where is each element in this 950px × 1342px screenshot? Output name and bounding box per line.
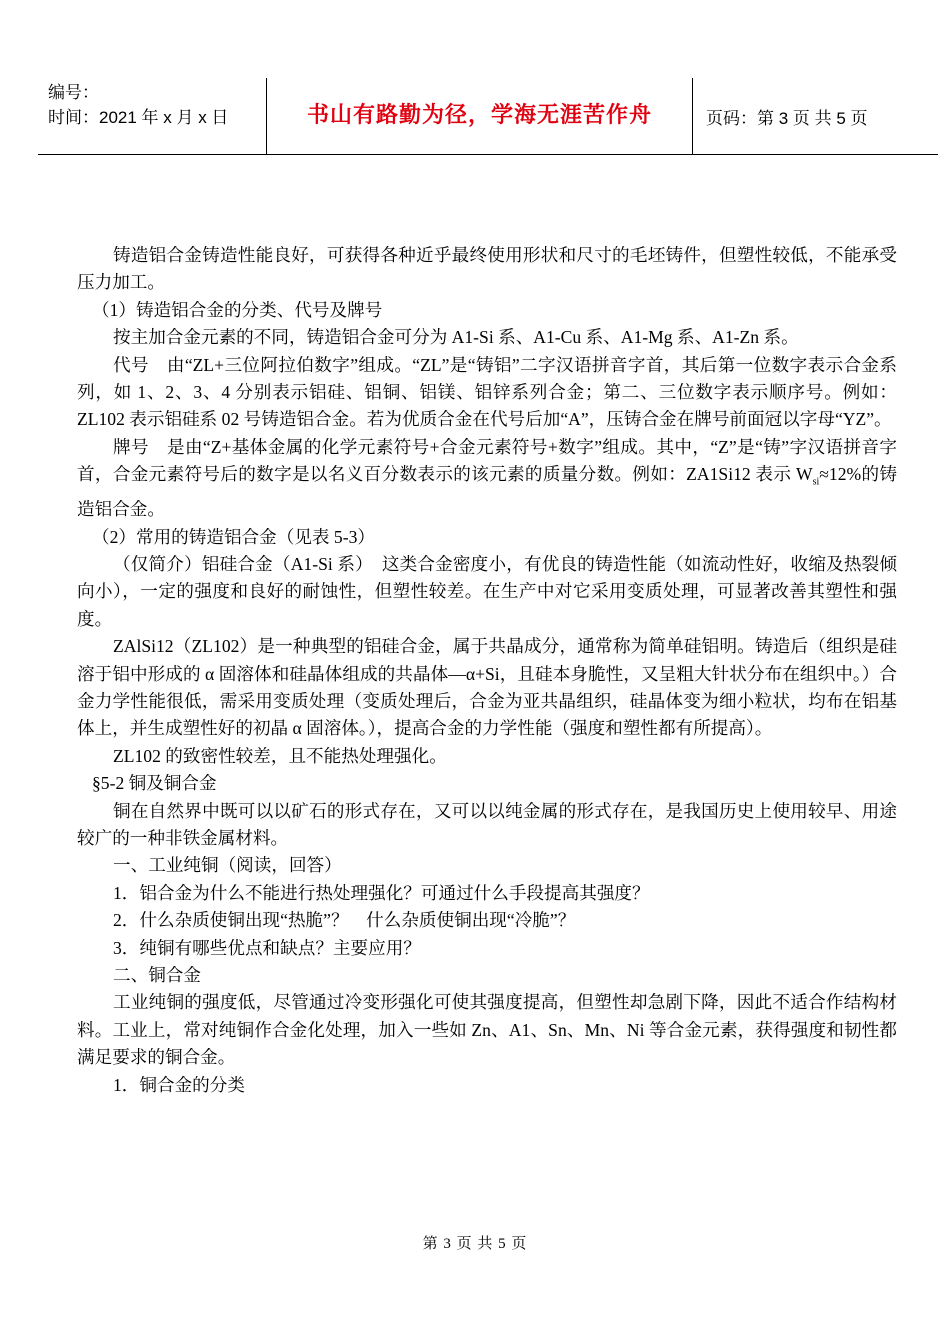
- subheading-classification: （1）铸造铝合金的分类、代号及牌号: [92, 299, 383, 320]
- document-body: [77, 242, 897, 1099]
- page-footer: 第 3 页 共 5 页: [422, 1236, 528, 1252]
- subheading-alloy-classification: 1．铜合金的分类: [113, 1074, 245, 1095]
- section-heading-copper: §5-2 铜及铜合金: [92, 773, 217, 794]
- doc-number-label: 编号：: [48, 83, 99, 102]
- header-divider-right: [692, 78, 693, 154]
- paragraph-zl102-density: ZL102 的致密性较差，且不能热处理强化。: [113, 745, 447, 766]
- question-2: 2．什么杂质使铜出现“热脆”？ 什么杂质使铜出现“冷脆”？: [113, 910, 576, 931]
- paragraph-code: 代号 由“ZL+三位阿拉伯数字”组成。“ZL”是“铸铝”二字汉语拼音字首，其后第一位数字表示合金系列，如 1、2、3、4 分别表示铝硅、铝铜、铝镁、铝锌系列合金；第二、三位数字表示顺序号。例如：ZL102 表示铝硅系 02 号铸造铝合金。若为优质合金在代号后加“A”，压铸合金在牌号前面冠以字母“YZ”。: [77, 354, 897, 430]
- question-3: 3．纯铜有哪些优点和缺点？主要应用？: [113, 937, 421, 958]
- grade-text-a: 牌号 是由“Z+基体金属的化学元素符号+合金元素符号+数字”组成。其中，“Z”是“铸”字汉语拼音字首，合金元素符号后的数字是以名义百分数表示的该元素的质量分数。例如：ZA1Si12 表示 W: [77, 436, 897, 485]
- question-1: 1．铝合金为什么不能进行热处理强化？可通过什么手段提高其强度？: [113, 882, 650, 903]
- paragraph-intro: 铸造铝合金铸造性能良好，可获得各种近乎最终使用形状和尺寸的毛坯铸件，但塑性较低，不能承受压力加工。: [77, 245, 897, 293]
- paragraph-copper-intro: 铜在自然界中既可以以矿石的形式存在，又可以以纯金属的形式存在，是我国历史上使用较早、用途较广的一种非铁金属材料。: [77, 800, 897, 849]
- subheading-pure-copper: 一、工业纯铜（阅读，回答）: [113, 855, 342, 876]
- header-meta: [48, 80, 268, 130]
- paragraph-zl102: ZAlSi12（ZL102）是一种典型的铝硅合金，属于共晶成分，通常称为简单硅铝明。铸造后（组织是硅溶于铝中形成的 α 固溶体和硅晶体组成的共晶体—α+Si，且硅本身脆性，又呈粗大针状分布在组织中。）合金力学性能很低，需采用变质处理（变质处理后，合金为亚共晶组织，硅晶体变为细小粒状，均布在铝基体上，并生成塑性好的初晶 α 固溶体。），提高合金的力学性能（强度和塑性都有所提高）。: [77, 636, 897, 739]
- paragraph-copper-alloy: 工业纯铜的强度低，尽管通过冷变形强化可使其强度提高，但塑性却急剧下降，因此不适合作结构材料。工业上，常对纯铜作合金化处理，加入一些如 Zn、A1、Sn、Mn、Ni 等合金元素，获得强度和韧性都满足要求的铜合金。: [77, 992, 897, 1068]
- subheading-common-alloys: （2）常用的铸造铝合金（见表 5-3）: [92, 526, 375, 547]
- subheading-copper-alloy: 二、铜合金: [113, 965, 201, 986]
- header-motto: 书山有路勤为径，学海无涯苦作舟: [306, 103, 652, 128]
- paragraph-al-si: （仅简介）铝硅合金（A1-Si 系） 这类合金密度小，有优良的铸造性能（如流动性好，收缩及热裂倾向小），一定的强度和良好的耐蚀性，但塑性较差。在生产中对它采用变质处理，可显著改善其塑性和强度。: [77, 553, 897, 629]
- header-page-label: 页码：第 3 页 共 5 页: [706, 109, 868, 128]
- grade-subscript: si: [812, 476, 820, 488]
- page-header: [38, 78, 938, 155]
- date-label: 时间：2021 年 x 月 x 日: [48, 108, 229, 127]
- grade-text-b: ≈12%的铸造铝合金。: [77, 464, 897, 520]
- paragraph-grade: [77, 434, 897, 524]
- paragraph-series: 按主加合金元素的不同，铸造铝合金可分为 A1-Si 系、A1-Cu 系、A1-Mg 系、A1-Zn 系。: [113, 327, 799, 348]
